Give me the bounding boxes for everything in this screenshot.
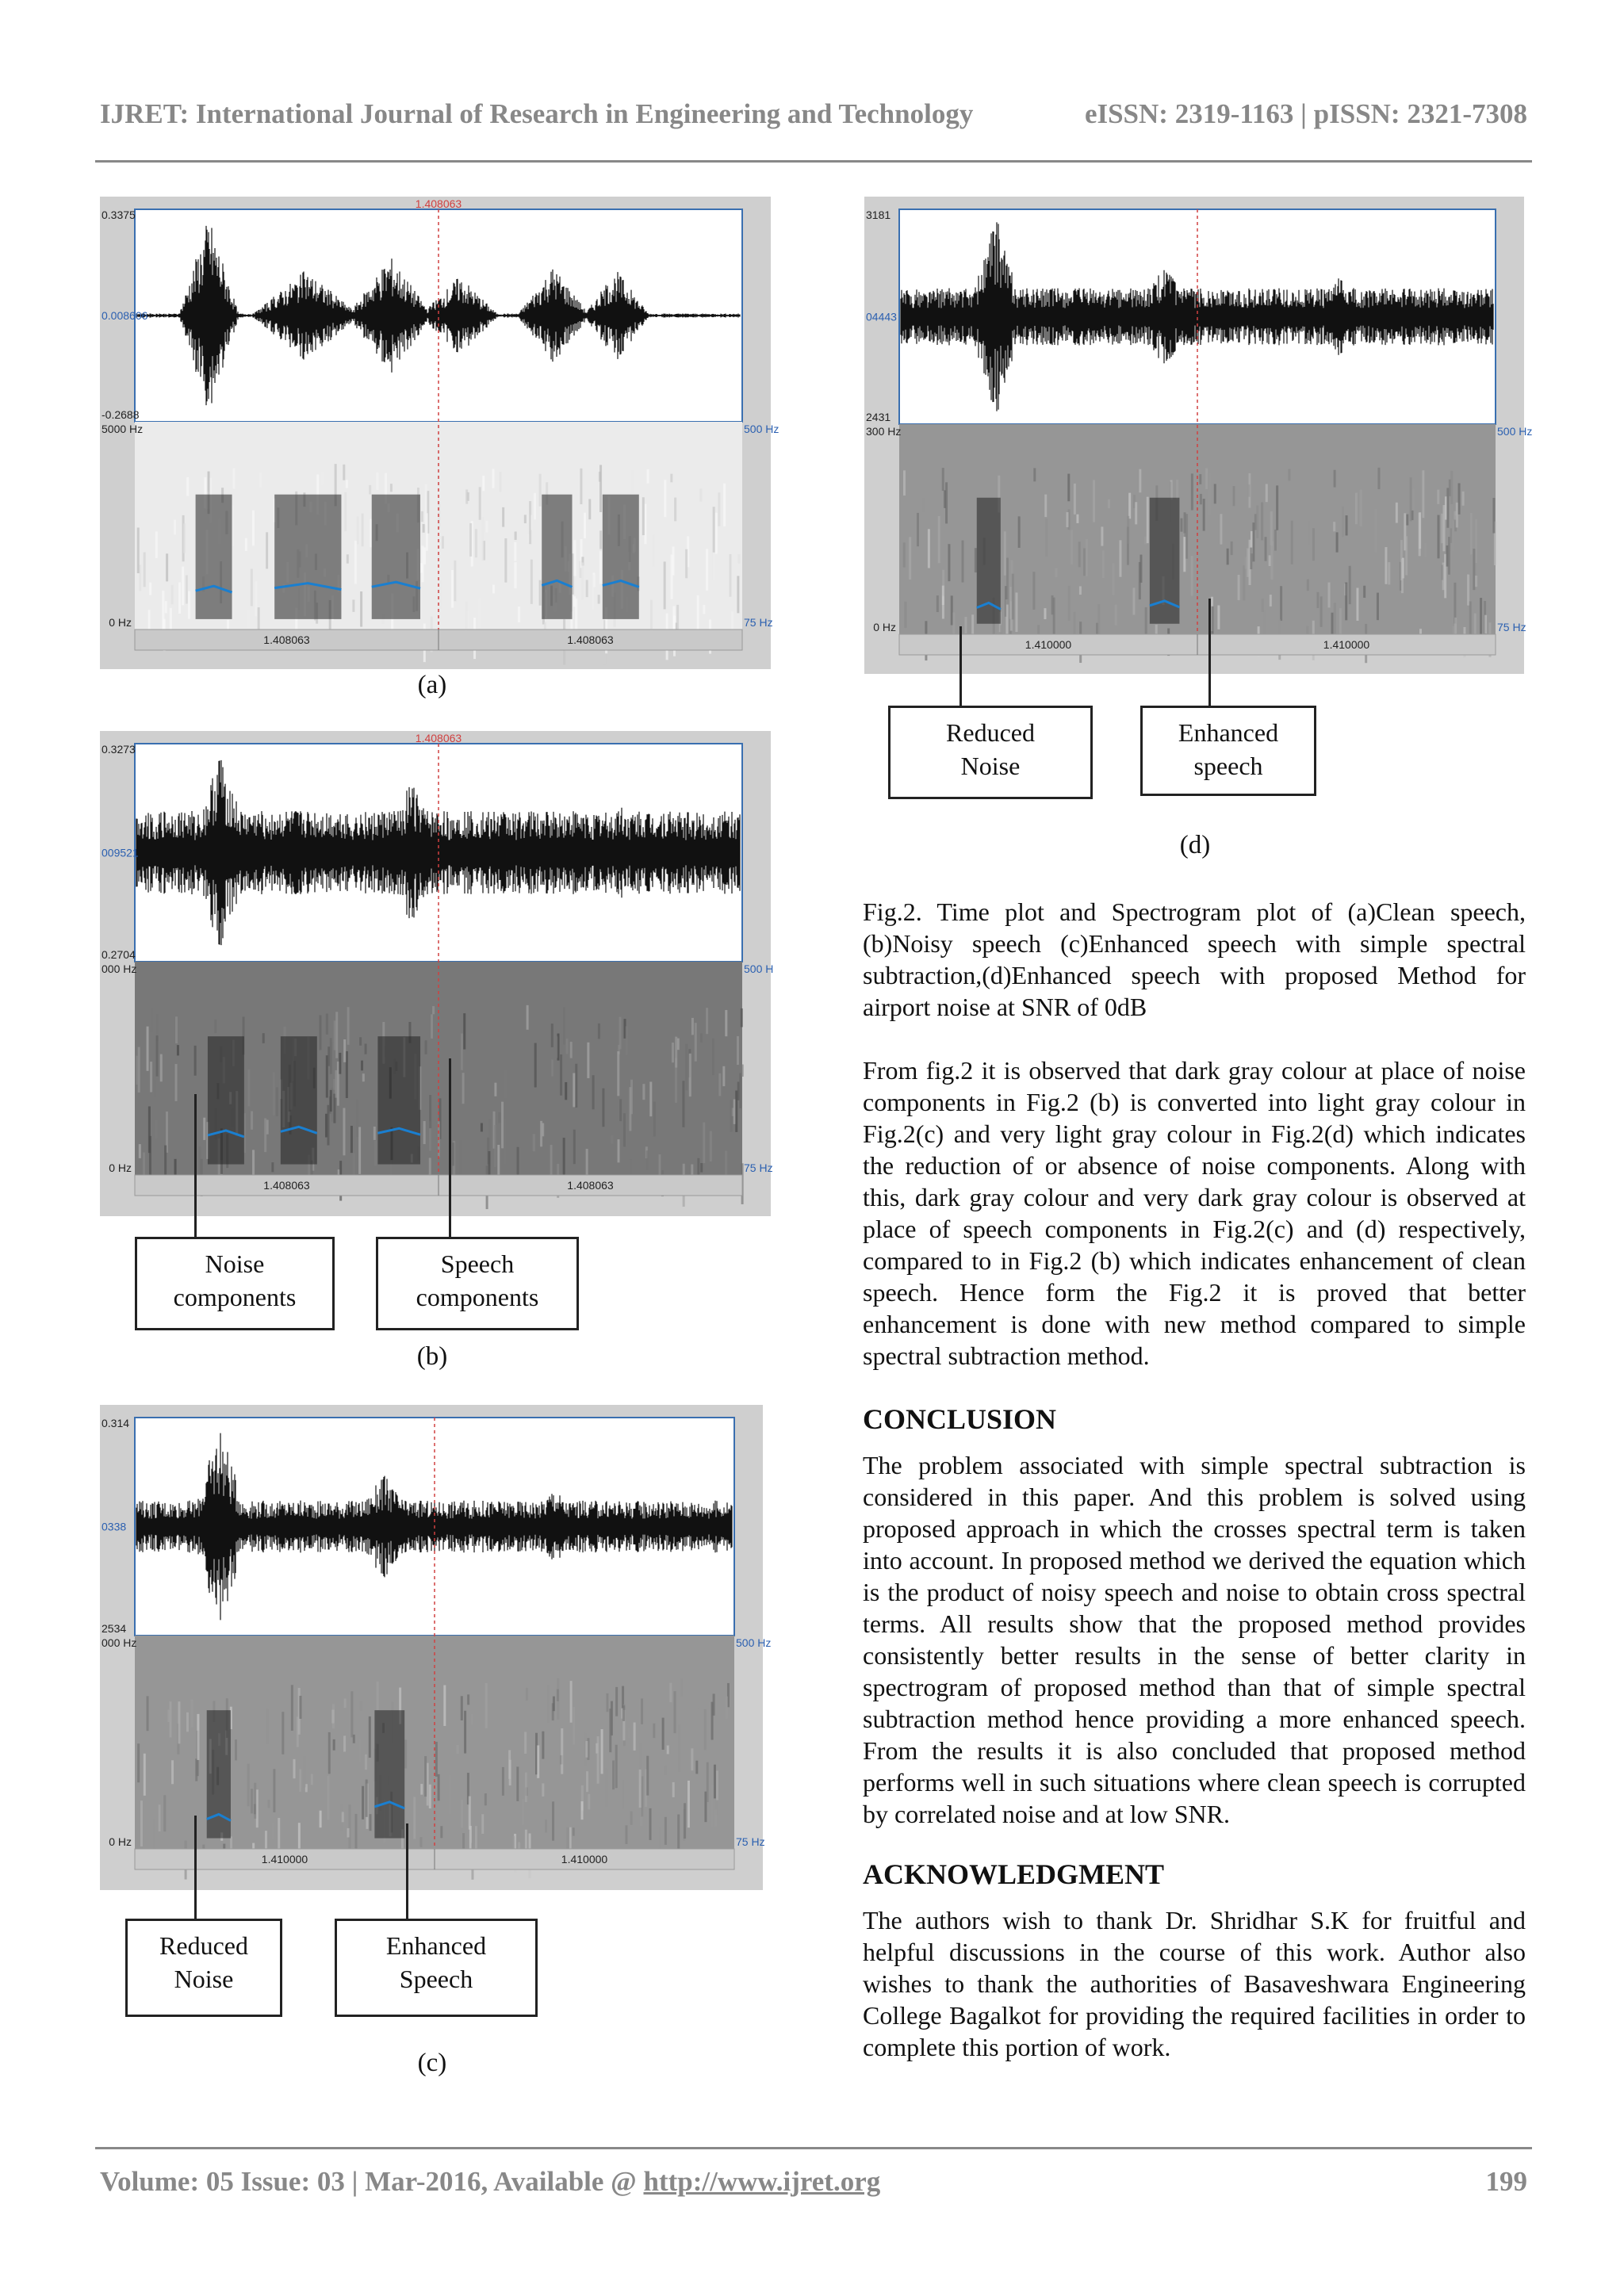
cursor-time: 1.408063 <box>415 197 462 210</box>
pointer-line <box>1208 599 1211 706</box>
freq-bottom: 0 Hz <box>109 616 132 629</box>
enhanced-speech-label-c: Enhanced Speech <box>335 1919 538 2017</box>
footer-volume: Volume: 05 Issue: 03 | Mar-2016, Available @ http://www.ijret.org <box>100 2166 881 2197</box>
body-paragraph: From fig.2 it is observed that dark gray colour at place of noise components in Fig.2 (b) is converted into light gray colour in Fig.2(c) and very light gray colour in Fig.2(d) which indicates the reduction of or absence of noise components. Along with this, dark gray colour and very dark gray colour is observed at place of speech components in Fig.2(c) and (d) respectively, compared to in Fig.2 (b) which indicates enhancement of clean speech. Hence form the Fig.2 it is proved that better enhancement is done with new method compared to simple spectral subtraction method. <box>863 1056 1526 1370</box>
figure-d-label: (d) <box>1179 831 1211 859</box>
pitch-top: 500 H <box>744 962 774 975</box>
figure-d-plot <box>864 197 1533 674</box>
amp-bottom: 2534 <box>102 1622 127 1635</box>
figure-b-label: (b) <box>416 1342 448 1371</box>
figure-a-label: (a) <box>417 671 447 699</box>
noise-components-label: Noise components <box>135 1237 335 1330</box>
acknowledgment-heading: ACKNOWLEDGMENT <box>863 1858 1165 1890</box>
pitch-bottom: 75 Hz <box>744 1161 773 1174</box>
reduced-noise-label-c: Reduced Noise <box>125 1919 282 2017</box>
pointer-line <box>194 1816 197 1919</box>
pitch-bottom: 75 Hz <box>1497 621 1526 633</box>
amp-top: 0.3273 <box>102 743 136 756</box>
pointer-line <box>449 1058 451 1237</box>
figure-c-plot <box>100 1405 772 1890</box>
acknowledgment-text: The authors wish to thank Dr. Shridhar S.K for fruitful and helpful discussions in the course of this work. Author also wishes to thank the authorities of Basaveshwara Engineering College Bagalkot for providing the required facilities in order to complete this portion of work. <box>863 1906 1526 2061</box>
time-right: 1.408063 <box>567 633 614 646</box>
right-column <box>863 896 1526 2063</box>
waveform-spectrogram <box>100 197 779 669</box>
cursor-time: 1.408063 <box>415 732 462 744</box>
journal-url-link[interactable]: http://www.ijret.org <box>643 2166 881 2197</box>
pitch-bottom: 75 Hz <box>736 1835 765 1848</box>
figure-a-plot <box>100 197 779 669</box>
issn-text: eISSN: 2319-1163 | pISSN: 2321-7308 <box>1084 98 1527 129</box>
waveform-spectrogram <box>100 731 774 1216</box>
amp-mid: 009521 <box>102 846 139 859</box>
time-right: 1.408063 <box>567 1179 614 1192</box>
waveform-spectrogram <box>864 197 1533 674</box>
amp-top: 3181 <box>866 209 891 221</box>
freq-bottom: 0 Hz <box>109 1835 132 1848</box>
speech-components-label: Speech components <box>376 1237 579 1330</box>
footer-rule <box>95 2147 1532 2149</box>
pitch-top: 500 Hz <box>736 1636 772 1649</box>
figure-c-label: (c) <box>417 2049 447 2077</box>
pointer-line <box>406 1823 408 1919</box>
pitch-top: 500 Hz <box>1497 425 1533 438</box>
time-right: 1.410000 <box>1323 638 1370 651</box>
enhanced-speech-label-d: Enhanced speech <box>1140 706 1316 796</box>
journal-title: IJRET: International Journal of Research in Engineering and Technology <box>100 98 974 129</box>
figure-b-plot <box>100 731 774 1216</box>
freq-bottom: 0 Hz <box>873 621 896 633</box>
amp-top: 0.314 <box>102 1417 130 1429</box>
amp-mid: 0.008606 <box>102 309 148 322</box>
time-left: 1.408063 <box>263 633 310 646</box>
freq-top: 000 Hz <box>102 962 137 975</box>
pointer-line <box>959 626 962 706</box>
amp-top: 0.3375 <box>102 209 136 221</box>
header-rule <box>95 160 1532 163</box>
page-footer <box>100 2166 1527 2206</box>
conclusion-text: The problem associated with simple spectral subtraction is considered in this paper. And this problem is solved using proposed approach in which the crosses spectral term is taken into account. In proposed method we derived the equation which is the product of noisy speech and noise to obtain cross spectral terms. All results show that the proposed method provides consistently better results in the sense of better clarity in spectrogram of proposed method than that of simple spectral subtraction method hence providing a more enhanced speech. From the results it is also concluded that proposed method performs well in such situations where clean speech is corrupted by correlated noise and at low SNR. <box>863 1451 1526 1828</box>
reduced-noise-label-d: Reduced Noise <box>888 706 1093 799</box>
pointer-line <box>194 1094 197 1237</box>
amp-mid: 04443 <box>866 310 897 323</box>
time-left: 1.410000 <box>261 1853 308 1866</box>
amp-bottom: 0.2704 <box>102 948 136 961</box>
amp-bottom: -0.2688 <box>102 408 140 421</box>
waveform-spectrogram <box>100 1405 772 1890</box>
amp-mid: 0338 <box>102 1520 127 1533</box>
amp-bottom: 2431 <box>866 411 891 423</box>
freq-top: 5000 Hz <box>102 423 144 435</box>
freq-top: 000 Hz <box>102 1636 137 1649</box>
time-right: 1.410000 <box>561 1853 608 1866</box>
time-left: 1.410000 <box>1025 638 1072 651</box>
pitch-bottom: 75 Hz <box>744 616 773 629</box>
pitch-top: 500 Hz <box>744 423 779 435</box>
freq-top: 300 Hz <box>866 425 902 438</box>
conclusion-heading: CONCLUSION <box>863 1403 1057 1435</box>
figure-caption: Fig.2. Time plot and Spectrogram plot of (a)Clean speech, (b)Noisy speech (c)Enhanced speech with simple spectral subtraction,(d)Enhanced speech with proposed Method for airport noise at SNR of 0dB <box>863 897 1526 1021</box>
freq-bottom: 0 Hz <box>109 1161 132 1174</box>
page-number: 199 <box>1485 2166 1527 2197</box>
running-header <box>100 98 1527 138</box>
time-left: 1.408063 <box>263 1179 310 1192</box>
